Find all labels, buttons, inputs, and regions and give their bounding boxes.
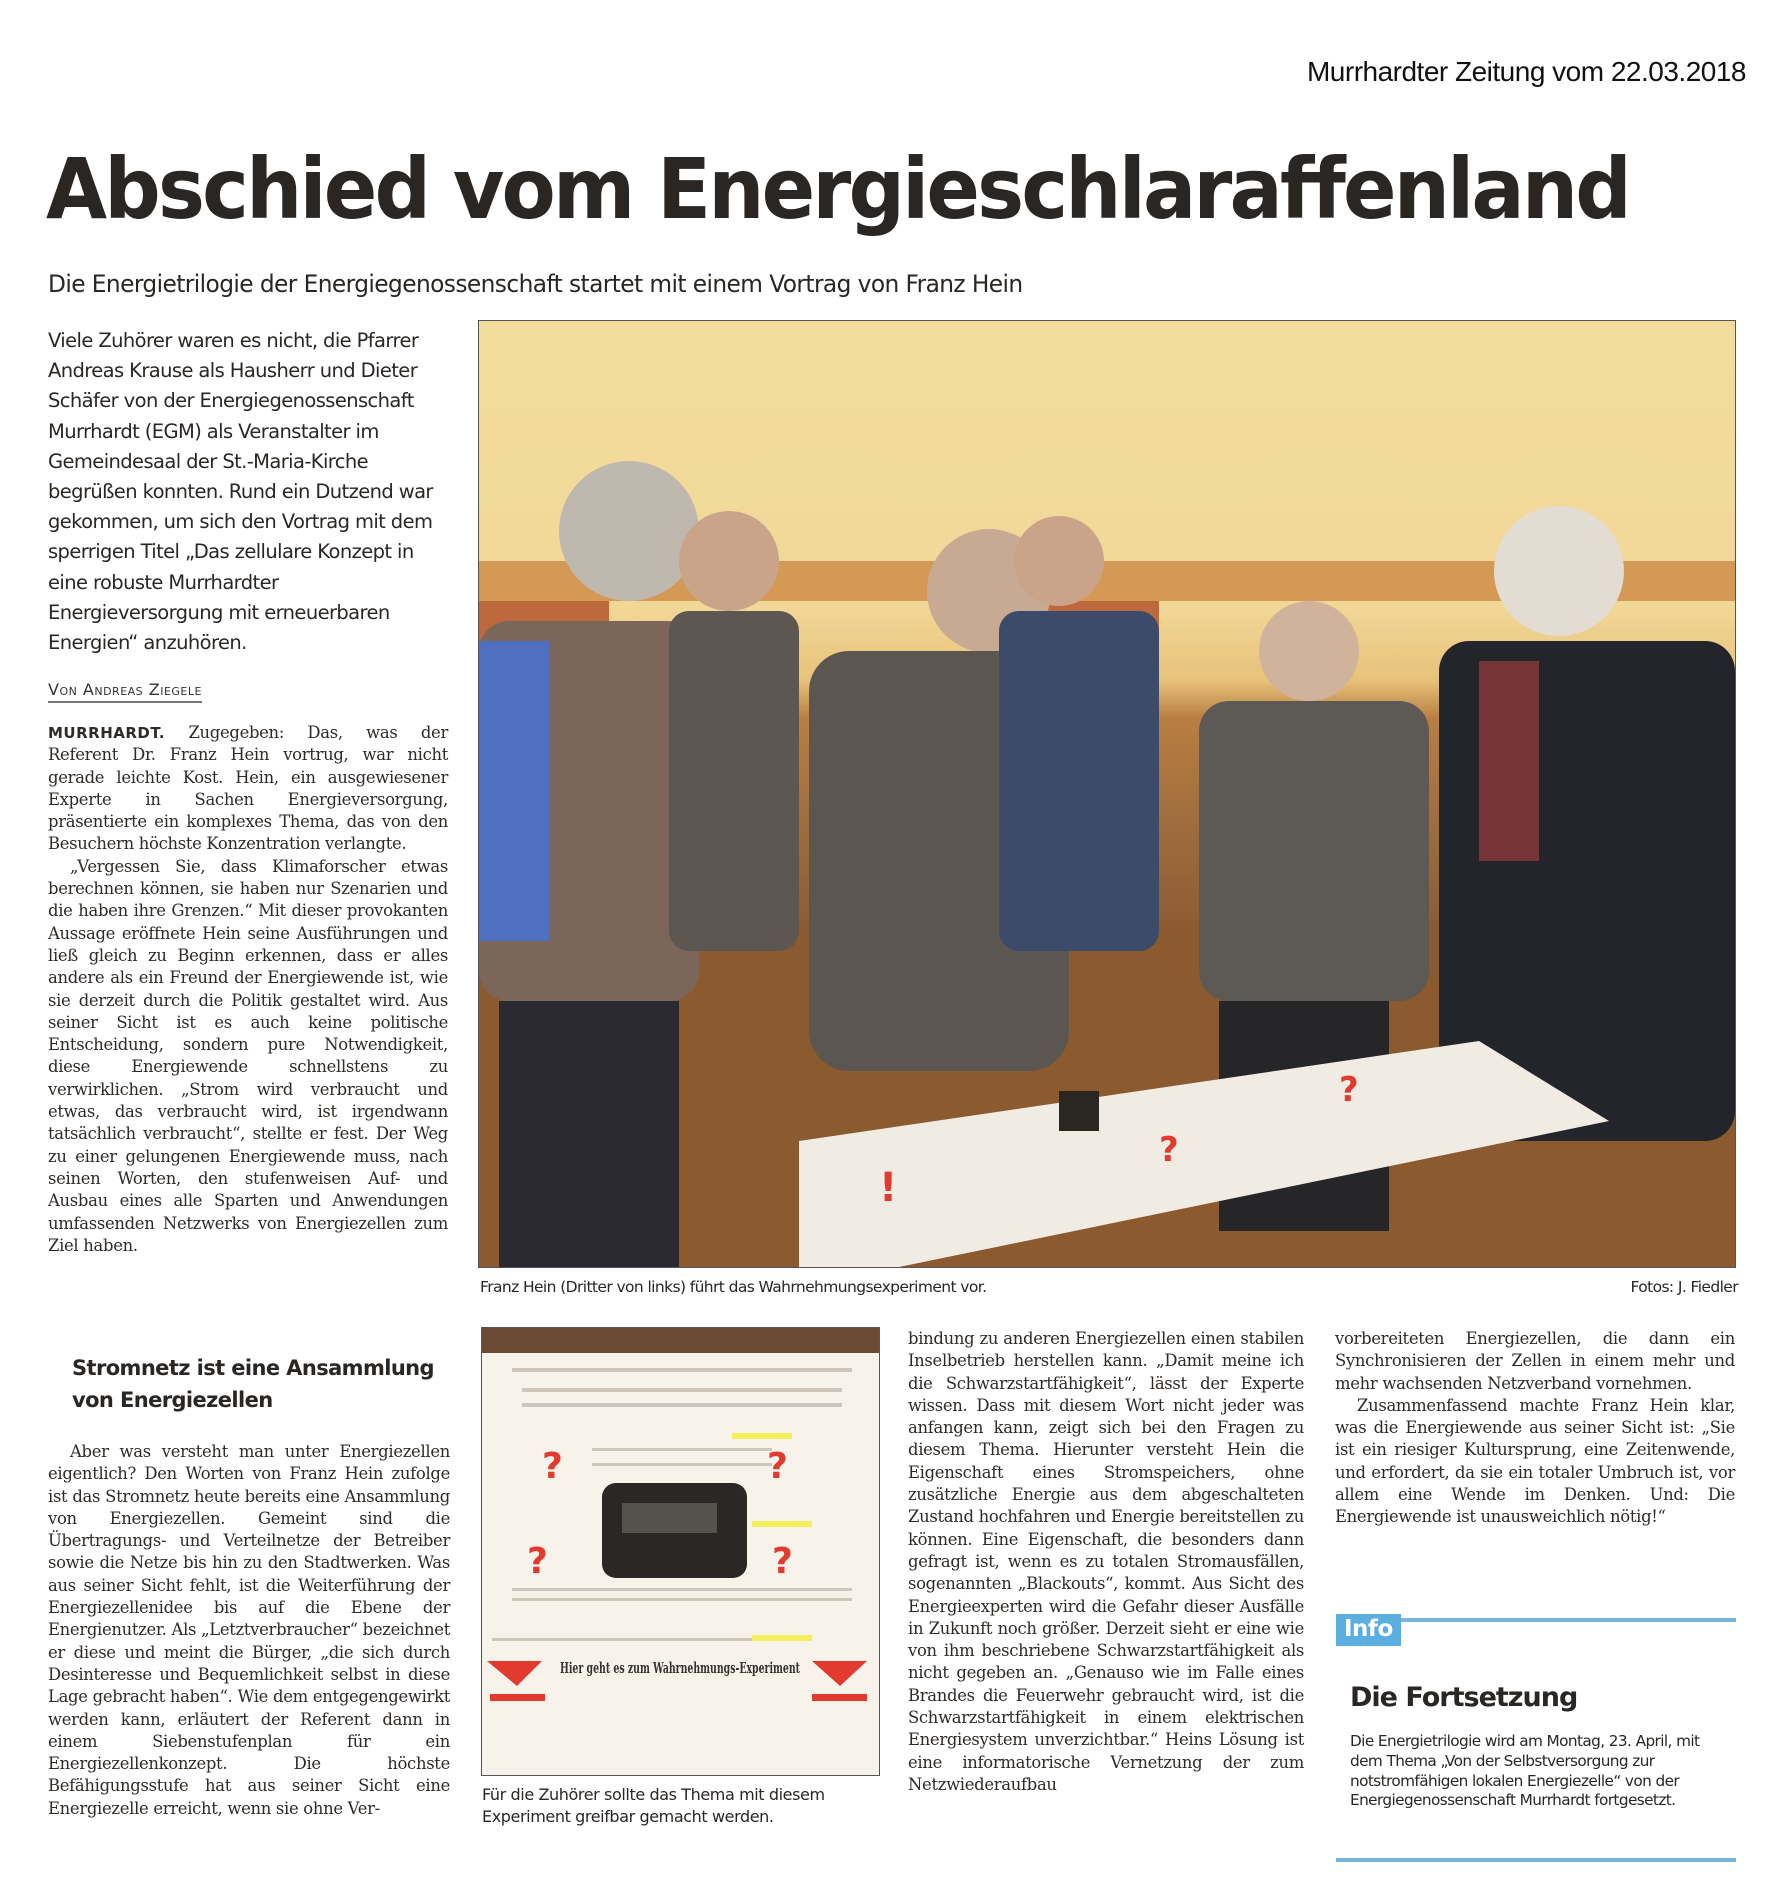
article-paragraph: vorbereiteten Energiezellen, die dann ein Synchronisieren der Zellen in einem mehr und mehr wachsenden Netzverband vornehmen. [1335,1329,1735,1393]
photo-top-edge [482,1328,879,1353]
highlight-mark [752,1635,812,1641]
device-grille [622,1503,717,1533]
headline: Abschied vom Energieschlaraffenland [46,140,1629,238]
question-mark: ? [527,1541,548,1582]
warning-bar-left [490,1694,545,1701]
main-photo [478,320,1736,1268]
article-column-3 [908,1328,1304,1796]
sign-text: Hier geht es zum Wahrnehmungs-Experiment [560,1659,801,1677]
dateline: MURRHARDT. [48,724,166,742]
warning-bar-right [812,1694,867,1701]
article-paragraph: Zusammenfassend machte Franz Hein klar, was die Energiewende aus seiner Sicht ist: „Sie ist ein riesiger Kultursprung, eine Zeitenwende, und erfordert, da sie ein totaler Umbruch ist, vor allem eine Wende im Denken. Und: Die Energiewende ist unausweichlich nötig!“ [1335,1395,1735,1527]
article-paragraph [48,722,448,856]
section-subheading: Stromnetz ist eine Ansammlung von Energiezellen [72,1356,434,1412]
photo-credit: Fotos: J. Fiedler [1630,1278,1738,1296]
question-mark: ? [1159,1130,1179,1170]
question-mark: ? [772,1541,793,1582]
paragraph-text: Zugegeben: Das, was der Referent Dr. Franz Hein vortrug, war nicht gerade leichte Kost. Hein, ein ausgewiesener Experte in Sachen Energieversorgung, präsentierte ein komplexes Thema, das von den Besuchern höchste Konzentration verlangte. [48,723,448,854]
byline: Von Andreas Ziegele [48,680,202,703]
small-photo [481,1327,880,1776]
highlight-mark [752,1521,812,1527]
main-photo-illustration [479,321,1735,1267]
question-mark: ? [1339,1070,1359,1110]
info-box [1336,1614,1736,1864]
source-line: Murrhardter Zeitung vom 22.03.2018 [1306,56,1746,87]
article-column-4 [1335,1328,1735,1529]
info-text: Die Energietrilogie wird am Montag, 23. April, mit dem Thema „Von der Selbstversorgung zur notstromfähigen lokalen Energiezelle“ von der Energiegenossenschaft Murrhardt fortgesetzt. [1350,1732,1700,1810]
question-mark: ? [542,1446,563,1487]
article-paragraph: „Vergessen Sie, dass Klimaforscher etwas berechnen können, sie haben nur Szenarien und die haben ihre Grenzen.“ Mit dieser provokanten Aussage eröffnete Hein seine Ausführungen und ließ gleich zu Beginn erkennen, dass er alles andere als ein Freund der Energiewende ist, wie sie derzeit durch die Politik gestaltet wird. Aus seiner Sicht ist es auch keine politische Entscheidung, sondern pure Notwendigkeit, diese Energiewende schnellstens zu verwirklichen. „Strom wird verbraucht und etwas, das verbraucht wird, ist irgendwann tatsächlich verbraucht“, stellte er fest. Der Weg zu einer gelungenen Energiewende muss, nach seinen Worten, den stufenweisen Auf- und Ausbau eines alle Sparten und Anwendungen umfassenden Netzwerks von Energiezellen zum Ziel haben. [48,856,448,1255]
small-photo-illustration [482,1328,879,1775]
info-tag: Info [1336,1614,1401,1646]
article-paragraph: Aber was versteht man unter Energiezellen eigentlich? Den Worten von Franz Hein zufolge ist das Stromnetz heute bereits eine Ansammlung von Energiezellen. Gemeint sind die Übertragungs- und Verteilnetze der Betreiber sowie die Netze bis hin zu den Stadtwerken. Was aus seiner Sicht fehlt, ist die Weiterführung der Energiezellenidee bis auf die Ebene der Energienutzer. Als „Letztverbraucher“ bezeichnet er diese und meint die Bürger, „die sich durch Desinteresse und Bequemlichkeit selbst in diese Lage gebracht haben“. Wie dem entgegengewirkt werden kann, erläutert der Referent dann in einem Siebenstufenplan für ein Energiezellenkonzept. Die höchste Befähigungsstufe hat aus seiner Sicht eine Energiezelle erreicht, wenn sie ohne Ver- [48,1442,450,1818]
small-photo-caption: Für die Zuhörer sollte das Thema mit diesem Experiment greifbar gemacht werden. [482,1785,825,1826]
article-paragraph: bindung zu anderen Energiezellen einen stabilen Inselbetrieb herstellen kann. „Damit meine ich die Schwarzstartfähigkeit“, lässt der Experte wissen. Dass mit diesem Wort nicht jeder was anfangen kann, zeigt sich bei den Fragen zu diesem Thema. Hierunter versteht Hein die Eigenschaft eines Stromspeichers, ohne zusätzliche Energie aus dem abgeschalteten Zustand hochfahren und Energie bereitstellen zu können. Eine Eigenschaft, die besonders dann gefragt ist, wenn es zu totalen Stromausfällen, sogenannten „Blackouts“, kommt. Aus Sicht des Energieexperten wird die Gefahr dieser Ausfälle in Zukunft noch größer. Derzeit sieht er eine wie von ihm beschriebene Schwarzstartfähigkeit als nicht gegeben an. „Genauso wie im Falle eines Brandes die Feuerwehr gebraucht wird, ist die Schwarzstartfähigkeit in einem elektrischen Energiesystem unverzichtbar.“ Heins Lösung ist eine informatorische Vernetzung der zum Netzwiederaufbau [908,1329,1304,1794]
subheadline: Die Energietrilogie der Energiegenossenschaft startet mit einem Vortrag von Franz Hein [48,270,1023,298]
info-bottom-rule [1336,1858,1736,1862]
lead-paragraph: Viele Zuhörer waren es nicht, die Pfarrer Andreas Krause als Hausherr und Dieter Schäfer von der Energiegenossenschaft Murrhardt (EGM) als Veranstalter im Gemeindesaal der St.-Maria-Kirche begrüßen konnten. Rund ein Dutzend war gekommen, um sich den Vortrag mit dem sperrigen Titel „Das zellulare Konzept in eine robuste Murrhardter Energieversorgung mit erneuerbaren Energien“ anzuhören. [48,329,433,655]
info-title: Die Fortsetzung [1350,1682,1578,1713]
article-column-1b [48,1441,450,1820]
exclamation-mark: ! [879,1165,898,1211]
main-photo-caption: Franz Hein (Dritter von links) führt das Wahrnehmungsexperiment vor. [480,1278,987,1296]
question-mark: ? [767,1446,788,1487]
experiment-device [1059,1091,1099,1131]
highlight-mark [732,1433,792,1439]
article-column-1 [48,722,448,1257]
